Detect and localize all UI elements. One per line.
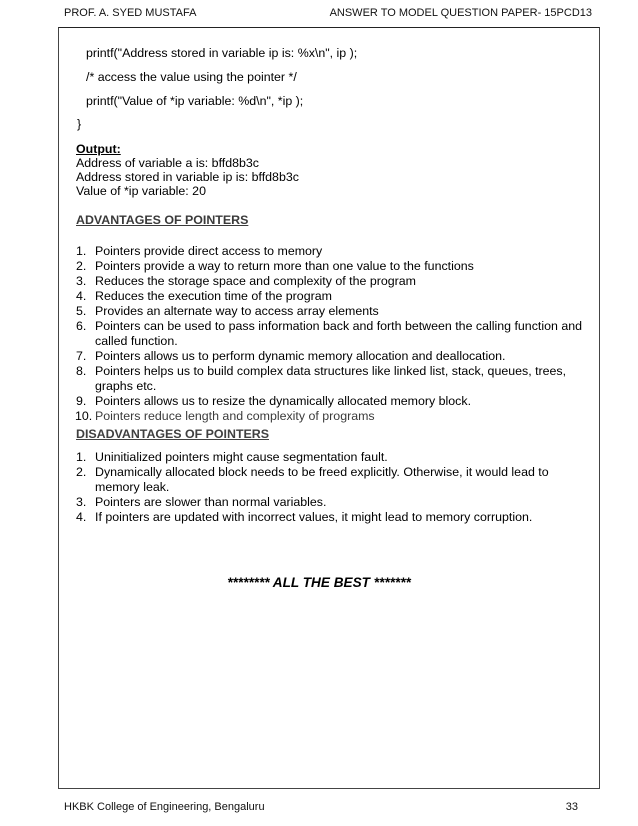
code-closing-brace: } [77, 117, 82, 131]
advantages-heading: ADVANTAGES OF POINTERS [76, 213, 249, 227]
code-line-1: printf("Address stored in variable ip is: %x\n", ip ); [86, 46, 358, 60]
list-item [76, 304, 588, 319]
list-item [76, 259, 588, 274]
list-number: 2. [76, 465, 87, 479]
list-text: Pointers provide direct access to memory [95, 244, 323, 258]
list-number: 2. [76, 259, 87, 273]
list-number: 5. [76, 304, 87, 318]
list-item [76, 289, 588, 304]
list-number: 1. [76, 244, 87, 258]
list-text: Pointers can be used to pass information back and forth between the calling function and called function. [95, 319, 582, 348]
list-item [76, 465, 588, 495]
header-author: PROF. A. SYED MUSTAFA [64, 7, 197, 19]
advantages-list [76, 244, 588, 424]
list-text: Pointers are slower than normal variables. [95, 495, 327, 509]
list-item [76, 319, 588, 349]
list-text: Pointers helps us to build complex data structures like linked list, stack, queues, trees, graphs etc. [95, 364, 567, 393]
list-number: 3. [76, 274, 87, 288]
list-text: Reduces the execution time of the program [95, 289, 332, 303]
list-item [76, 274, 588, 289]
closing-message: ******** ALL THE BEST ******* [227, 575, 411, 590]
list-item [76, 409, 588, 424]
list-number: 6. [76, 319, 87, 333]
output-line-1: Address of variable a is: bffd8b3c [76, 156, 259, 170]
list-item [76, 450, 588, 465]
list-text: Pointers allows us to perform dynamic memory allocation and deallocation. [95, 349, 506, 363]
footer-divider [58, 788, 599, 789]
list-text: Uninitialized pointers might cause segmentation fault. [95, 450, 388, 464]
list-text: Reduces the storage space and complexity of the program [95, 274, 416, 288]
list-item [76, 495, 588, 510]
list-text: Pointers reduce length and complexity of programs [95, 409, 375, 423]
list-text: Pointers provide a way to return more than one value to the functions [95, 259, 474, 273]
list-text: Dynamically allocated block needs to be freed explicitly. Otherwise, it would lead to memory leak. [95, 465, 549, 494]
output-line-3: Value of *ip variable: 20 [76, 184, 206, 198]
header-title: ANSWER TO MODEL QUESTION PAPER- 15PCD13 [329, 7, 592, 19]
code-line-3: printf("Value of *ip variable: %d\n", *ip ); [86, 94, 304, 108]
footer-college: HKBK College of Engineering, Bengaluru [64, 801, 265, 813]
output-line-2: Address stored in variable ip is: bffd8b3c [76, 170, 299, 184]
disadvantages-list [76, 450, 588, 525]
list-number: 10. [75, 409, 93, 423]
disadvantages-heading: DISADVANTAGES OF POINTERS [76, 427, 269, 441]
list-item [76, 244, 588, 259]
list-text: If pointers are updated with incorrect values, it might lead to memory corruption. [95, 510, 533, 524]
list-item [76, 364, 588, 394]
list-item [76, 394, 588, 409]
list-number: 4. [76, 289, 87, 303]
list-number: 1. [76, 450, 87, 464]
list-number: 9. [76, 394, 87, 408]
page-number: 33 [565, 801, 578, 813]
list-item [76, 510, 588, 525]
list-number: 8. [76, 364, 87, 378]
list-number: 3. [76, 495, 87, 509]
list-number: 4. [76, 510, 87, 524]
list-number: 7. [76, 349, 87, 363]
code-line-2: /* access the value using the pointer */ [86, 70, 297, 84]
list-text: Provides an alternate way to access array elements [95, 304, 379, 318]
list-text: Pointers allows us to resize the dynamically allocated memory block. [95, 394, 472, 408]
list-item [76, 349, 588, 364]
output-heading: Output: [76, 142, 121, 156]
